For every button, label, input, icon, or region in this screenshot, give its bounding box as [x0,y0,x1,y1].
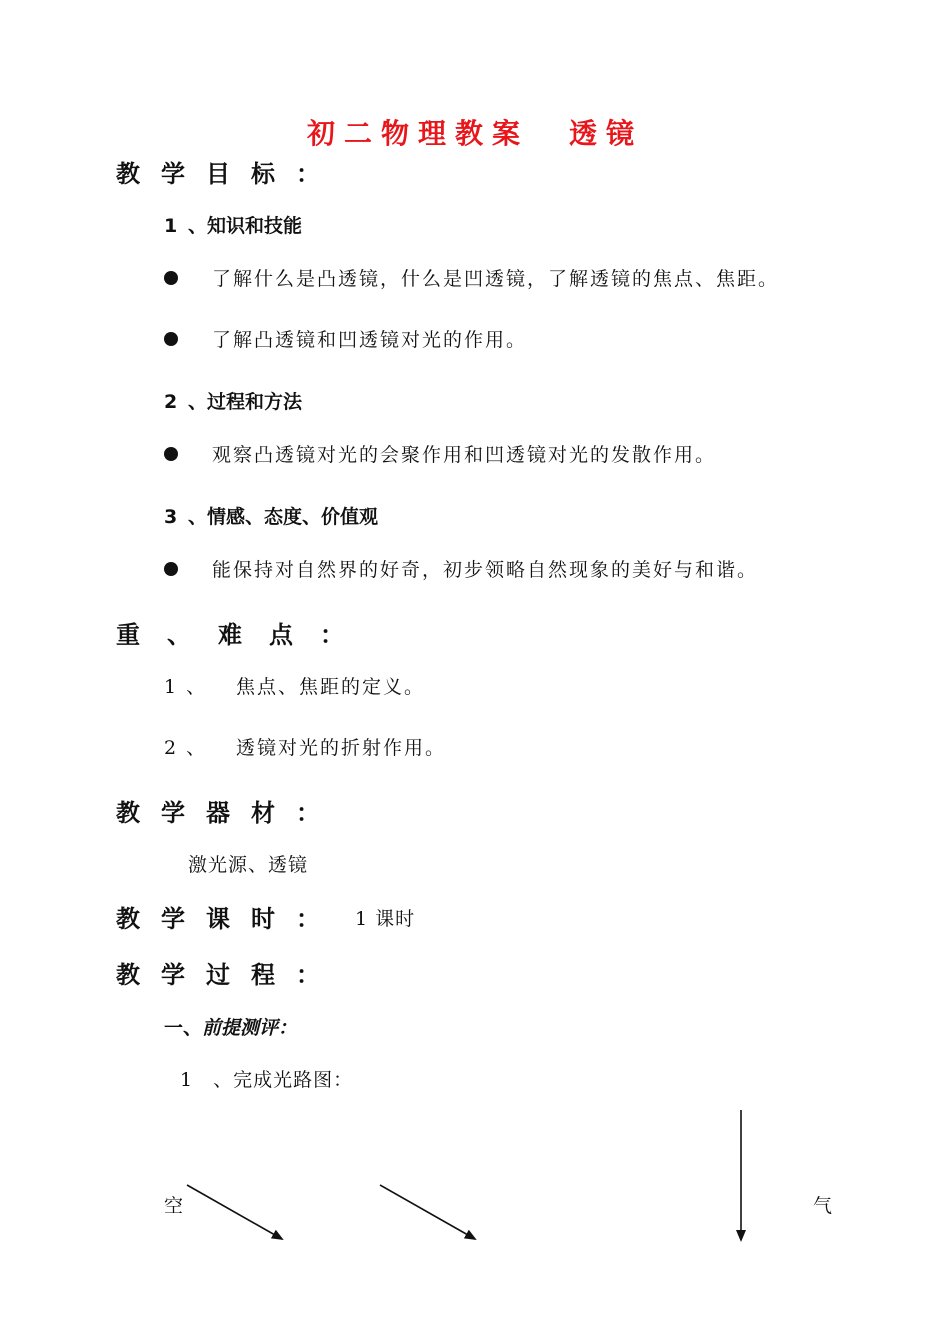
equipment-heading: 教学器材： [116,799,341,827]
knowledge-number: 1 [164,215,178,237]
step-1-label: 前提测评： [202,1017,298,1039]
emotion-number: 3 [164,506,178,528]
light-ray-arrow-2 [380,1185,475,1239]
hours-value: 1 课时 [355,908,416,930]
keypoint-text: 焦点、焦距的定义。 [236,676,426,698]
emotion-label: 、情感、态度、价值观 [188,506,379,528]
process-method-number: 2 [164,391,178,413]
objectives-heading: 教学目标： [116,160,341,188]
knowledge-label: 、知识和技能 [188,215,303,237]
process-method-label: 、过程和方法 [188,391,303,413]
hours-heading: 教学课时： [116,905,341,933]
equipment-text: 激光源、透镜 [188,854,309,876]
bullet-text: 了解凸透镜和凹透镜对光的作用。 [212,329,528,351]
title-main: 初二物理教案 [306,117,529,150]
procedure-heading: 教学过程： [116,961,341,989]
keypoint-number: 1 、 [164,676,208,698]
keypoint-text: 透镜对光的折射作用。 [236,737,447,759]
step-1-prefix: 一、 [164,1017,203,1039]
keypoints-heading: 重、难点： [116,621,371,649]
light-ray-arrow-1 [187,1185,282,1239]
bullet-text: 了解什么是凸透镜，什么是凹透镜，了解透镜的焦点、焦距。 [212,268,780,290]
diagram-label-left: 空 [164,1195,185,1217]
keypoint-number: 2 、 [164,737,208,759]
bullet-text: 能保持对自然界的好奇，初步领略自然现象的美好与和谐。 [212,559,759,581]
diagram-label-right: 气 [813,1195,834,1217]
title-sub: 透镜 [569,117,644,150]
bullet-text: 观察凸透镜对光的会聚作用和凹透镜对光的发散作用。 [212,444,717,466]
task-1-text: 1 、完成光路图： [180,1069,354,1091]
